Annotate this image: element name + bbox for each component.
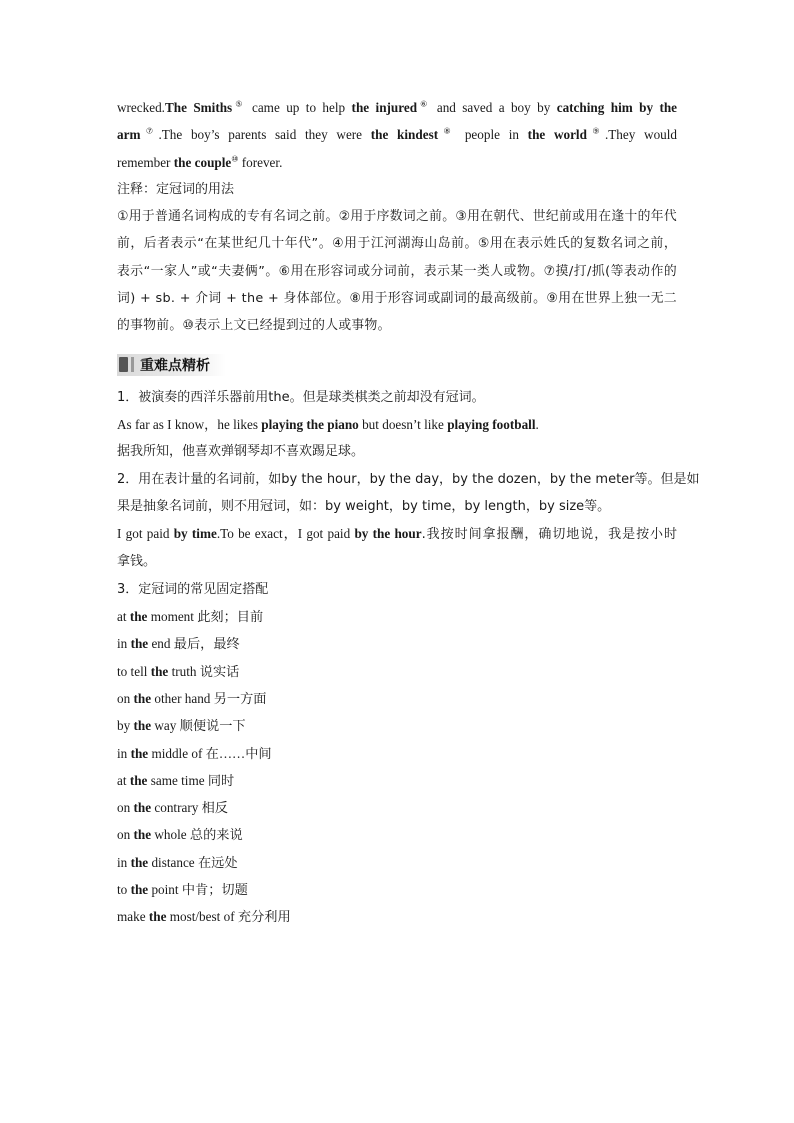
- phrase-item: in the end 最后，最终: [117, 636, 240, 652]
- point1-title: 1．被演奏的西洋乐器前用the。但是球类棋类之前却没有冠词。: [117, 389, 485, 405]
- footnote-marker: ⑨: [586, 126, 605, 136]
- paragraph-line-1: wrecked.The Smiths⑤ came up to help the injured⑥ and saved a boy by catching him by the: [117, 99, 678, 115]
- phrase-item: to the point 中肯；切题: [117, 882, 248, 898]
- phrase-item: on the whole 总的来说: [117, 827, 243, 843]
- phrase-item: at the same time 同时: [117, 772, 235, 788]
- phrase-item: at the moment 此刻；目前: [117, 609, 264, 625]
- bold-term: the injured: [351, 100, 418, 115]
- section-marker-stripe: [131, 357, 134, 372]
- bold-term: the kindest: [370, 127, 439, 143]
- bold-term: catching him by the: [556, 100, 678, 115]
- section-marker-icon: [119, 357, 128, 372]
- phrase-item: to tell the truth 说实话: [117, 663, 240, 679]
- phrase-item: on the contrary 相反: [117, 800, 228, 816]
- point2-example: I got paid by time.To be exact，I got paid by the hour.我按时间拿报酬，确切地说，我是按小时: [117, 526, 678, 543]
- point2-line-1: 2．用在表计量的名词前，如by the hour，by the day，by the dozen，by the meter等。但是如: [117, 471, 700, 487]
- point2-line-2: 果是抽象名词前，则不用冠词，如：by weight，by time，by length，by size等。: [117, 498, 611, 514]
- phrase-list: [117, 603, 677, 931]
- phrase-item: in the middle of 在……中间: [117, 745, 272, 761]
- paragraph-line-3: remember the couple⑩ forever.: [117, 154, 283, 170]
- bold-term: the world: [527, 127, 587, 143]
- phrase-item: in the distance 在远处: [117, 854, 238, 870]
- bold-term: the couple: [173, 154, 232, 170]
- phrase-item: by the way 顺便说一下: [117, 718, 246, 734]
- footnote-marker: ⑤: [232, 99, 246, 109]
- point3-title: 3．定冠词的常见固定搭配: [117, 581, 269, 597]
- point1-example: As far as I know，he likes playing the piano but doesn’t like playing football.: [117, 416, 539, 432]
- point1-translation: 据我所知，他喜欢弹钢琴却不喜欢踢足球。: [117, 444, 365, 460]
- phrase-item: on the other hand 另一方面: [117, 690, 267, 706]
- bold-term: playing football: [447, 416, 536, 432]
- bold-term: arm: [117, 127, 141, 143]
- footnote-marker: ⑧: [438, 126, 457, 136]
- section-heading: [117, 354, 226, 376]
- point2-example-cont: 拿钱。: [117, 554, 157, 570]
- section-heading-text: 重难点精析: [140, 357, 210, 374]
- footnote-marker: ⑩: [231, 154, 239, 164]
- bold-term: playing the piano: [261, 416, 359, 432]
- page-content: [117, 94, 700, 931]
- bold-term: by time: [173, 526, 217, 542]
- notes-title: 注释：定冠词的用法: [117, 181, 235, 197]
- notes-body: ①用于普通名词构成的专有名词之前。②用于序数词之前。③用在朝代、世纪前或用在逢十的年代前，后者表示“在某世纪几十年代”。④用于江河湖海山岛前。⑤用在表示姓氏的复数名词之前，表示“一家人”或“夫妻俩”。⑥用在形容词或分词前，表示某一类人或物。⑦摸/打/抓(等表动作的词) + sb. + 介词 + the + 身体部位。⑧用于形容词或副词的最高级前。⑨用在世界上独一无二的事物前。⑩表示上文已经提到过的人或事物。: [117, 209, 677, 334]
- footnote-marker: ⑥: [417, 99, 431, 109]
- bold-term: The Smiths: [164, 100, 233, 115]
- bold-term: by the hour: [354, 526, 422, 542]
- paragraph-line-2: arm⑦.The boy’s parents said they were the kindest⑧ people in the world⑨.They would: [117, 126, 678, 143]
- phrase-item: make the most/best of 充分利用: [117, 909, 291, 925]
- footnote-marker: ⑦: [140, 126, 159, 136]
